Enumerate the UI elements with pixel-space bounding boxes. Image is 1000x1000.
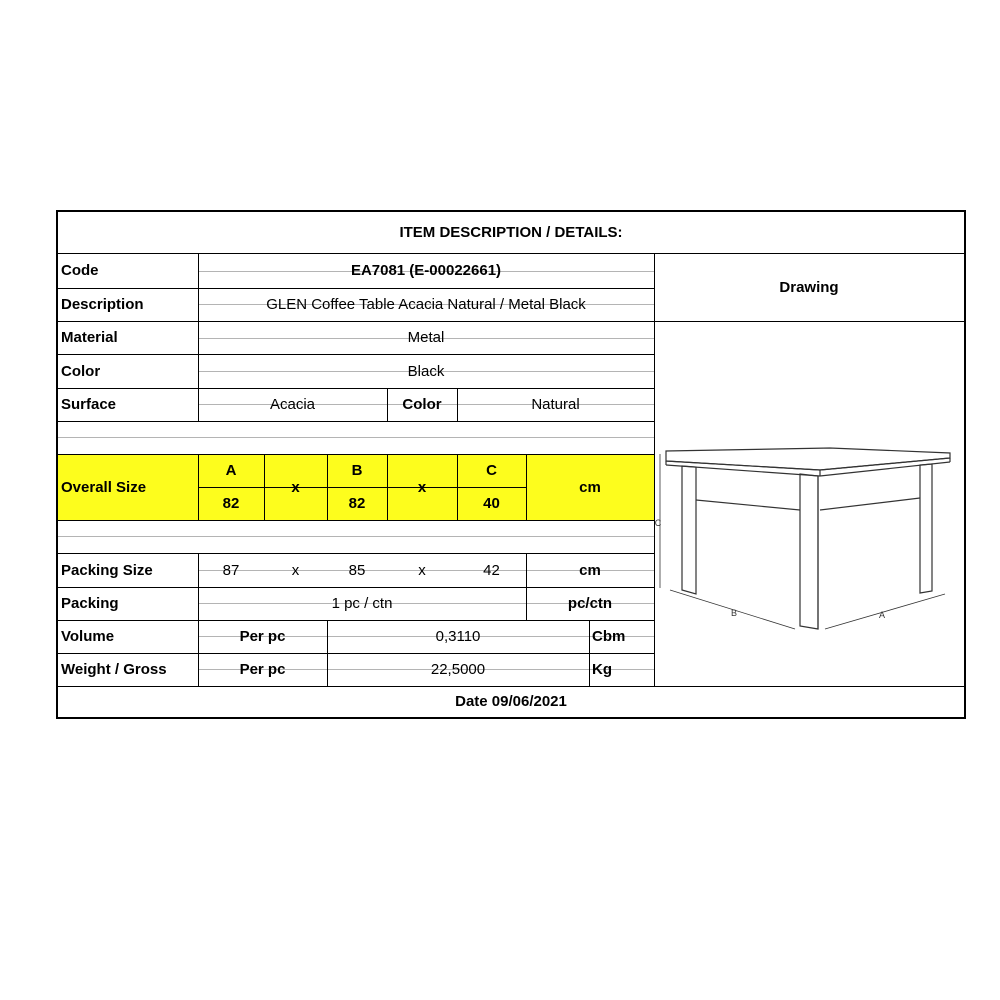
code-value: EA7081 (E-00022661) — [350, 262, 502, 279]
overall-b-value: 82 — [348, 495, 366, 512]
volume-per: Per pc — [239, 628, 286, 645]
dim-a-label: A — [878, 610, 886, 620]
surface-color-label: Color — [402, 396, 442, 413]
overall-size-label: Overall Size — [61, 478, 147, 496]
material-label: Material — [61, 329, 118, 346]
overall-a-header: A — [225, 462, 237, 479]
date-footer: Date 09/06/2021 — [455, 693, 567, 710]
dim-b-label: B — [730, 608, 738, 618]
packing-unit: pc/ctn — [567, 595, 613, 612]
packing-x1: x — [291, 561, 300, 579]
overall-x2: x — [417, 478, 427, 496]
packing-value: 1 pc / ctn — [331, 595, 393, 612]
packing-b-value: 85 — [348, 561, 366, 579]
coffee-table-drawing — [650, 440, 960, 640]
overall-x1: x — [291, 478, 300, 496]
sheet-title: ITEM DESCRIPTION / DETAILS: — [399, 224, 623, 241]
surface-label: Surface — [61, 396, 117, 413]
overall-unit: cm — [579, 478, 601, 496]
packing-a-value: 87 — [222, 561, 240, 579]
volume-value: 0,3110 — [435, 628, 481, 645]
description-value: GLEN Coffee Table Acacia Natural / Metal Black — [266, 296, 586, 313]
weight-per: Per pc — [239, 661, 286, 678]
packing-c-value: 42 — [483, 561, 500, 579]
surface-color-value: Natural — [531, 396, 580, 413]
overall-b-header: B — [351, 462, 363, 479]
overall-a-value: 82 — [222, 495, 240, 512]
drawing-label: Drawing — [779, 278, 839, 296]
material-value: Metal — [407, 329, 445, 346]
packing-label: Packing — [61, 595, 119, 612]
dim-c-label: C — [654, 518, 662, 528]
overall-c-value: 40 — [483, 495, 500, 512]
packing-size-unit: cm — [579, 561, 601, 579]
color-value: Black — [407, 362, 445, 380]
weight-unit: Kg — [592, 661, 612, 678]
code-label: Code — [61, 262, 99, 279]
packing-x2: x — [418, 561, 426, 579]
packing-size-label: Packing Size — [61, 561, 153, 579]
weight-label: Weight / Gross — [61, 661, 167, 678]
description-label: Description — [61, 296, 144, 313]
weight-value: 22,5000 — [430, 661, 486, 678]
volume-unit: Cbm — [592, 628, 626, 645]
color-label: Color — [61, 362, 101, 380]
overall-c-header: C — [486, 462, 497, 479]
surface-value: Acacia — [269, 396, 316, 413]
volume-label: Volume — [61, 628, 115, 645]
